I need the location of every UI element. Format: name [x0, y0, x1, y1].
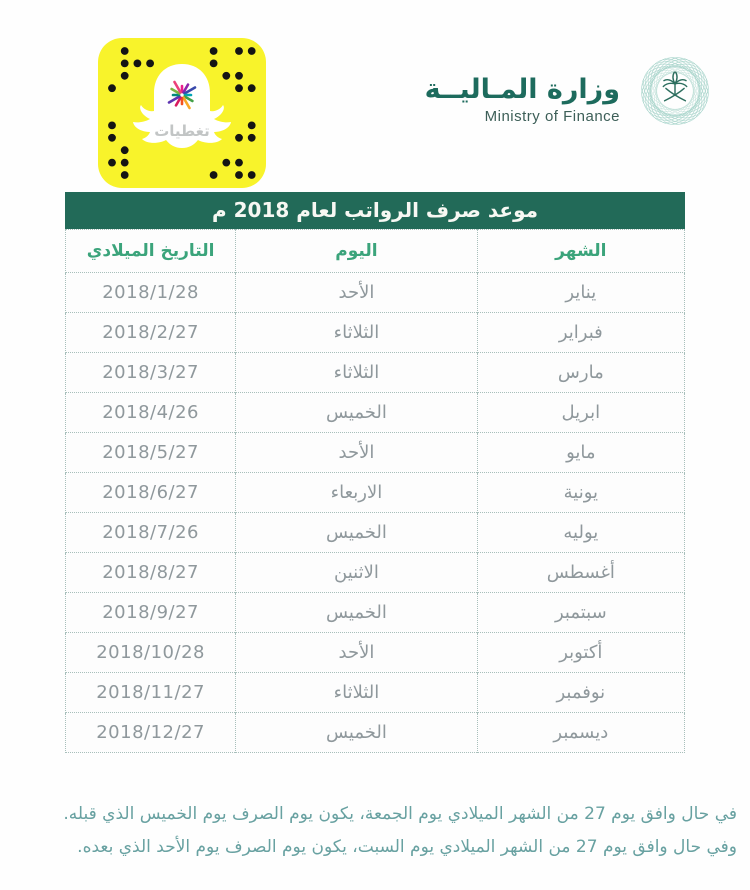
day-cell: الثلاثاء [236, 673, 477, 713]
day-cell: الثلاثاء [236, 353, 477, 393]
month-cell: أغسطس [477, 553, 684, 593]
month-cell: ابريل [477, 393, 684, 433]
table-row [66, 513, 685, 553]
month-cell: ديسمبر [477, 713, 684, 753]
date-cell: 2018/5/27 [66, 433, 236, 473]
day-cell: الخميس [236, 513, 477, 553]
table-row [66, 353, 685, 393]
month-cell: يونية [477, 473, 684, 513]
table-title: موعد صرف الرواتب لعام 2018 م [65, 192, 685, 229]
date-cell: 2018/3/27 [66, 353, 236, 393]
table-row [66, 473, 685, 513]
table-row [66, 393, 685, 433]
ministry-title-arabic: وزارة المـاليــة [424, 74, 620, 105]
table-header-row [66, 230, 685, 273]
day-cell: الخميس [236, 593, 477, 633]
date-cell: 2018/7/26 [66, 513, 236, 553]
footer-note-line1: في حال وافق يوم 27 من الشهر الميلادي يوم الجمعة، يكون يوم الصرف يوم الخميس الذي قبله. [63, 804, 737, 824]
salary-table [65, 192, 685, 753]
date-cell: 2018/2/27 [66, 313, 236, 353]
month-cell: مايو [477, 433, 684, 473]
day-cell: الأحد [236, 633, 477, 673]
month-cell: نوفمبر [477, 673, 684, 713]
date-cell: 2018/10/28 [66, 633, 236, 673]
footer-note-line2: وفي حال وافق يوم 27 من الشهر الميلادي يوم السبت، يكون يوم الصرف يوم الأحد الذي بعده. [77, 837, 737, 857]
month-cell: أكتوبر [477, 633, 684, 673]
ministry-of-finance-logo [425, 52, 714, 130]
day-cell: الخميس [236, 713, 477, 753]
snapcode-icon [98, 38, 266, 188]
day-cell: الثلاثاء [236, 313, 477, 353]
salary-table-body [66, 273, 685, 753]
day-cell: الاربعاء [236, 473, 477, 513]
month-cell: يوليه [477, 513, 684, 553]
column-header-date: التاريخ الميلادي [66, 230, 236, 273]
column-header-month: الشهر [477, 230, 684, 273]
ministry-title-english: Ministry of Finance [484, 108, 620, 125]
month-cell: مارس [477, 353, 684, 393]
table-row [66, 433, 685, 473]
ministry-logo-text [425, 57, 620, 125]
column-header-day: اليوم [236, 230, 477, 273]
day-cell: الاثنين [236, 553, 477, 593]
date-cell: 2018/9/27 [66, 593, 236, 633]
date-cell: 2018/1/28 [66, 273, 236, 313]
date-cell: 2018/4/26 [66, 393, 236, 433]
table-row [66, 633, 685, 673]
table-row [66, 553, 685, 593]
table-row [66, 713, 685, 753]
month-cell: فبراير [477, 313, 684, 353]
month-cell: يناير [477, 273, 684, 313]
table-row [66, 593, 685, 633]
day-cell: الأحد [236, 433, 477, 473]
date-cell: 2018/8/27 [66, 553, 236, 593]
date-cell: 2018/11/27 [66, 673, 236, 713]
day-cell: الخميس [236, 393, 477, 433]
table-row [66, 273, 685, 313]
table-row [66, 313, 685, 353]
snapchat-snapcode[interactable] [98, 38, 266, 188]
ministry-emblem-icon [636, 52, 714, 130]
table-row [66, 673, 685, 713]
date-cell: 2018/12/27 [66, 713, 236, 753]
salary-schedule [65, 229, 685, 753]
month-cell: سبتمبر [477, 593, 684, 633]
day-cell: الأحد [236, 273, 477, 313]
footer-note [30, 798, 737, 864]
palm-and-swords-icon [663, 72, 686, 101]
date-cell: 2018/6/27 [66, 473, 236, 513]
snapcode-account-label: تغطيات [154, 122, 210, 140]
